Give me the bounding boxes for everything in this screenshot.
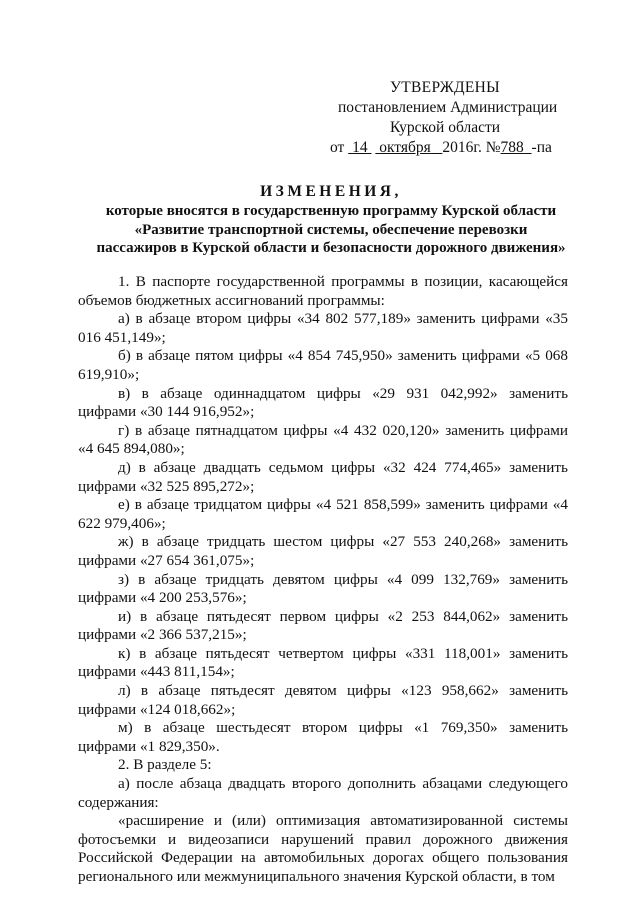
approval-block xyxy=(330,78,610,158)
paragraph: д) в абзаце двадцать седьмом цифры «32 424 774,465» заменить цифрами «32 525 895,272»; xyxy=(78,458,568,495)
date-number: 788 xyxy=(500,139,524,156)
date-year: 2016г. № xyxy=(442,139,501,156)
paragraph: е) в абзаце тридцатом цифры «4 521 858,599» заменить цифрами «4 622 979,406»; xyxy=(78,496,568,532)
paragraph: 1. В паспорте государственной программы в позиции, касающейся объемов бюджетных ассигнований программы: xyxy=(78,273,568,309)
paragraph: к) в абзаце пятьдесят четвертом цифры «331 118,001» заменить цифрами «443 811,154»; xyxy=(78,644,568,681)
date-day: 14 xyxy=(352,139,368,156)
paragraph: г) в абзаце пятнадцатом цифры «4 432 020,120» заменить цифрами «4 645 894,080»; xyxy=(78,421,568,458)
approval-date xyxy=(330,138,610,158)
paragraph: 2. В разделе 5: xyxy=(118,756,212,774)
approval-title: УТВЕРЖДЕНЫ xyxy=(390,79,500,96)
date-month: октября xyxy=(379,139,431,156)
document-heading xyxy=(96,183,566,258)
paragraph: л) в абзаце пятьдесят девятом цифры «123 958,662» заменить цифрами «124 018,662»; xyxy=(78,682,568,718)
approval-region: Курской области xyxy=(390,119,501,136)
paragraph: ж) в абзаце тридцать шестом цифры «27 553 240,268» заменить цифрами «27 654 361,075»; xyxy=(78,533,568,569)
paragraph: а) после абзаца двадцать второго дополнить абзацами следующего содержания: xyxy=(78,775,568,811)
paragraph: б) в абзаце пятом цифры «4 854 745,950» заменить цифрами «5 068 619,910»; xyxy=(78,347,568,383)
paragraph: м) в абзаце шестьдесят втором цифры «1 769,350» заменить цифрами «1 829,350». xyxy=(78,719,568,755)
date-prefix: от xyxy=(330,139,345,156)
date-suffix: -па xyxy=(531,139,552,156)
paragraph: в) в абзаце одиннадцатом цифры «29 931 042,992» заменить цифрами «30 144 916,952»; xyxy=(78,384,568,421)
heading-title: ИЗМЕНЕНИЯ, xyxy=(260,183,402,200)
paragraph: а) в абзаце втором цифры «34 802 577,189» заменить цифрами «35 016 451,149»; xyxy=(78,310,568,346)
paragraph: «расширение и (или) оптимизация автоматизированной системы фотосъемки и видеозаписи нарушений правил дорожного движения Российской Федерации на автомобильных дорогах общего пользования регионального или межмуниципального значения Курской области, в том xyxy=(78,812,568,885)
paragraph: и) в абзаце пятьдесят первом цифры «2 253 844,062» заменить цифрами «2 366 537,215»; xyxy=(78,607,568,644)
approval-by: постановлением Администрации xyxy=(338,99,558,116)
document-body xyxy=(78,273,568,887)
paragraph: з) в абзаце тридцать девятом цифры «4 099 132,769» заменить цифрами «4 200 253,576»; xyxy=(78,570,568,607)
heading-subtitle: которые вносятся в государственную программу Курской области «Развитие транспортной системы, обеспечение перевозки пассажиров в Курской области и безопасности дорожного движения» xyxy=(96,203,566,257)
